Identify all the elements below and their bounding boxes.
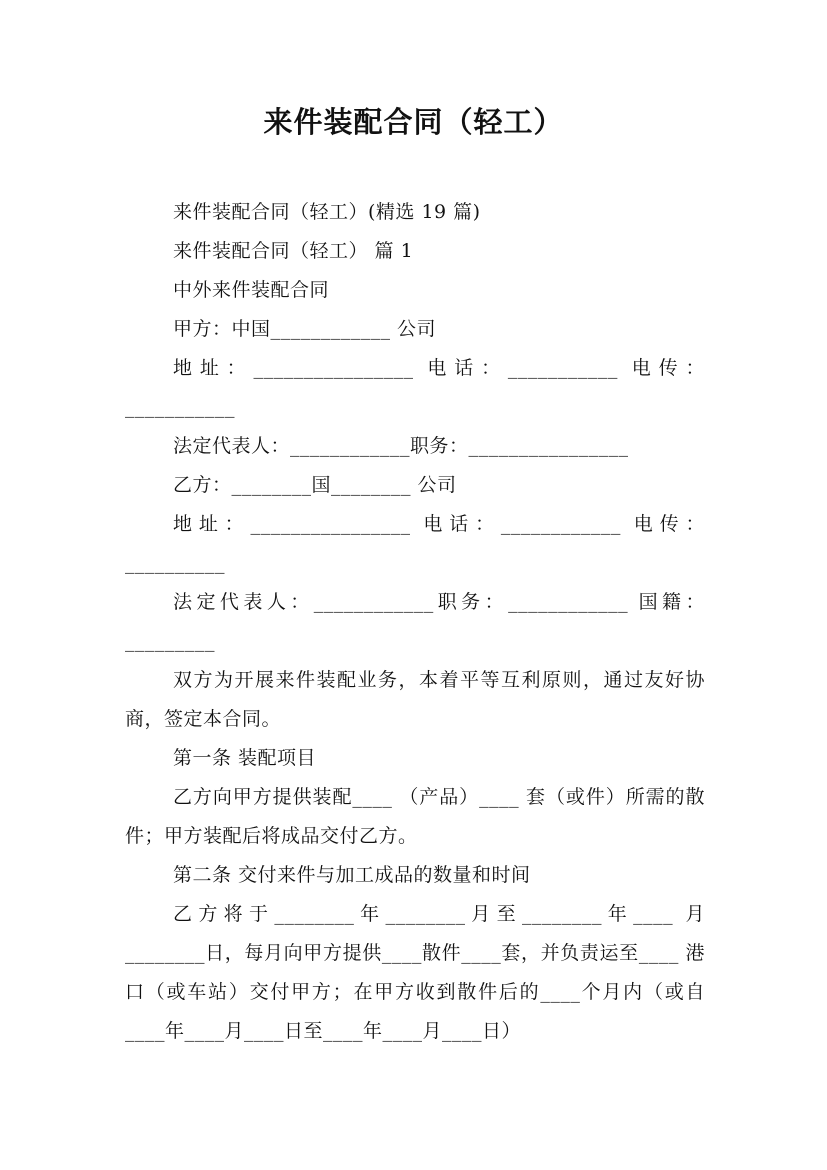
paragraph-article-2-heading: 第二条 交付来件与加工成品的数量和时间 [173, 864, 531, 886]
paragraph-article-2-body: 乙方将于________年________月至________年____ 月________日，每月向甲方提供____散件____套，并负责运至____ 港口（或车站）交付甲方；在甲方收到散件后的____个月内（或自____年____月____日至____年____月____日） [125, 903, 705, 1042]
paragraph-party-b-representative: 法定代表人：____________职务：____________ 国籍：_________ [125, 591, 705, 652]
paragraph-party-a-representative: 法定代表人：____________职务：________________ [173, 435, 629, 457]
document-title: 来件装配合同（轻工） [263, 105, 564, 139]
paragraph-party-a: 甲方：中国____________ 公司 [173, 318, 437, 340]
paragraph-article-1-body: 乙方向甲方提供装配____ （产品）____ 套（或件）所需的散件；甲方装配后将成品交付乙方。 [125, 786, 705, 847]
paragraph-party-b-address: 地址：________________ 电话：____________ 电传：__________ [125, 513, 705, 574]
paragraph-preamble: 双方为开展来件装配业务，本着平等互利原则，通过友好协商，签定本合同。 [125, 669, 705, 730]
paragraph-party-b: 乙方：________国________ 公司 [173, 474, 457, 496]
paragraph-party-a-address: 地址：________________ 电话：___________ 电传：___________ [125, 357, 705, 418]
paragraph-subtitle: 来件装配合同（轻工）(精选 19 篇) [173, 201, 481, 223]
paragraph-section-heading: 来件装配合同（轻工） 篇 1 [173, 240, 414, 262]
paragraph-article-1-heading: 第一条 装配项目 [173, 747, 317, 769]
paragraph-contract-name: 中外来件装配合同 [173, 279, 330, 301]
document-body [125, 193, 705, 1051]
